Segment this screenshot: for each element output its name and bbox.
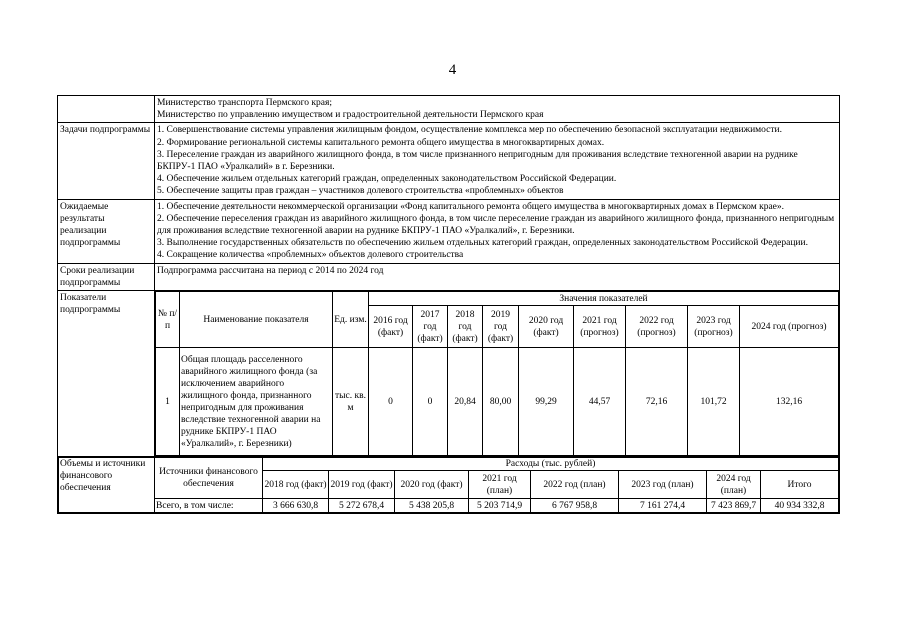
total-label: Всего, в том числе:	[155, 499, 263, 513]
year-header: 2019 год (факт)	[483, 306, 519, 348]
table-row	[58, 457, 840, 514]
year-header: 2018 год (факт)	[263, 471, 329, 499]
indicator-value: 101,72	[688, 348, 740, 456]
row-label	[58, 96, 155, 123]
text-line: 4. Обеспечение жильем отдельных категорий граждан, определенных законодательством Российской Федерации.	[157, 174, 617, 185]
table-row	[156, 348, 839, 456]
year-header: 2023 год (план)	[619, 471, 707, 499]
row-content	[155, 123, 840, 199]
row-label: Объемы и источники финансового обеспечения	[59, 458, 155, 513]
table-row	[58, 291, 840, 457]
finance-value: 5 203 714,9	[469, 499, 531, 513]
year-header: 2022 год (план)	[531, 471, 619, 499]
indicator-value: 72,16	[626, 348, 688, 456]
row-content	[155, 263, 840, 290]
table-row	[58, 123, 840, 199]
indicator-value: 132,16	[740, 348, 839, 456]
row-num: 1	[156, 348, 180, 456]
indicators-table	[155, 291, 839, 456]
col-header-num: № п/п	[156, 292, 180, 348]
indicator-value: 0	[369, 348, 413, 456]
year-header: Итого	[761, 471, 839, 499]
finance-cell	[58, 457, 840, 514]
table-row	[58, 96, 840, 123]
year-header: 2023 год (прогноз)	[688, 306, 740, 348]
indicators-cell	[155, 291, 840, 457]
row-label: Задачи подпрограммы	[58, 123, 155, 199]
values-header: Значения показателей	[369, 292, 839, 306]
year-header: 2021 год (прогноз)	[574, 306, 626, 348]
indicator-name: Общая площадь расселенного аварийного жилищного фонда (за исключением аварийного жилищного фонда, признанного непригодным для проживания вследствие техногенной аварии на руднике БКПРУ-1 ПАО «Уралкалий», г. Березники)	[180, 348, 333, 456]
year-header: 2022 год (прогноз)	[626, 306, 688, 348]
expenses-header: Расходы (тыс. рублей)	[263, 458, 839, 471]
year-header: 2021 год (план)	[469, 471, 531, 499]
col-header-unit: Ед. изм.	[333, 292, 369, 348]
year-header: 2017 год (факт)	[413, 306, 448, 348]
col-header-sources: Источники финансового обеспечения	[155, 458, 263, 499]
row-label: Сроки реализации подпрограммы	[58, 263, 155, 290]
year-header: 2016 год (факт)	[369, 306, 413, 348]
col-header-name: Наименование показателя	[180, 292, 333, 348]
indicator-value: 20,84	[448, 348, 483, 456]
text-line: 4. Сокращение количества «проблемных» объектов долевого строительства	[157, 250, 464, 261]
row-content	[155, 96, 840, 123]
year-header: 2019 год (факт)	[329, 471, 395, 499]
year-header: 2020 год (факт)	[395, 471, 469, 499]
page-number: 4	[448, 62, 457, 78]
text-line: 1. Совершенствование системы управления жилищным фондом, осуществление комплекса мер по обеспечению безопасной эксплуатации недвижимости.	[157, 125, 782, 136]
text-line: Министерство по управлению имуществом и градостроительной деятельности Пермского края	[157, 110, 544, 121]
finance-value: 7 423 869,7	[707, 499, 761, 513]
table-row	[58, 263, 840, 290]
table-row	[58, 199, 840, 263]
year-header: 2024 год (прогноз)	[740, 306, 839, 348]
finance-value: 40 934 332,8	[761, 499, 839, 513]
text-line: 3. Переселение граждан из аварийного жилищного фонда, в том числе признанного непригодным для проживания вследствие техногенной аварии на руднике БКПРУ-1 ПАО «Уралкалий» в г. Березники.	[157, 149, 798, 173]
finance-value: 3 666 630,8	[263, 499, 329, 513]
year-header: 2018 год (факт)	[448, 306, 483, 348]
row-label: Ожидаемые результаты реализации подпрограммы	[58, 199, 155, 263]
row-content	[155, 199, 840, 263]
subprogram-passport-table	[57, 95, 840, 514]
text-line: 2. Обеспечение переселения граждан из аварийного жилищного фонда, в том числе переселение граждан из аварийного жилищного фонда, признанного непригодным для проживания вследствие техногенной аварии на руднике БКПРУ-1 ПАО «Уралкалий», г. Березники.	[157, 213, 835, 237]
finance-value: 7 161 274,4	[619, 499, 707, 513]
finance-table	[58, 457, 839, 513]
indicator-value: 80,00	[483, 348, 519, 456]
finance-value: 5 438 205,8	[395, 499, 469, 513]
text-line: 2. Формирование региональной системы капитального ремонта общего имущества в многоквартирных домах.	[157, 137, 605, 148]
indicator-value: 99,29	[519, 348, 574, 456]
table-row	[59, 499, 839, 513]
row-label: Показатели подпрограммы	[58, 291, 155, 457]
text-line: 5. Обеспечение защиты прав граждан – участников долевого строительства «проблемных» объектов	[157, 186, 564, 197]
indicator-value: 44,57	[574, 348, 626, 456]
text-line: Подпрограмма рассчитана на период с 2014 по 2024 год	[157, 265, 384, 276]
finance-value: 6 767 958,8	[531, 499, 619, 513]
finance-value: 5 272 678,4	[329, 499, 395, 513]
year-header: 2020 год (факт)	[519, 306, 574, 348]
indicator-value: 0	[413, 348, 448, 456]
text-line: 3. Выполнение государственных обязательств по обеспечению жильем отдельных категорий граждан, определенных законодательством Российской Федерации.	[157, 238, 808, 249]
text-line: Министерство транспорта Пермского края;	[157, 98, 332, 108]
year-header: 2024 год (план)	[707, 471, 761, 499]
indicator-unit: тыс. кв. м	[333, 348, 369, 456]
text-line: 1. Обеспечение деятельности некоммерческой организации «Фонд капитального ремонта общего имущества в многоквартирных домах в Пермском крае».	[157, 201, 785, 212]
